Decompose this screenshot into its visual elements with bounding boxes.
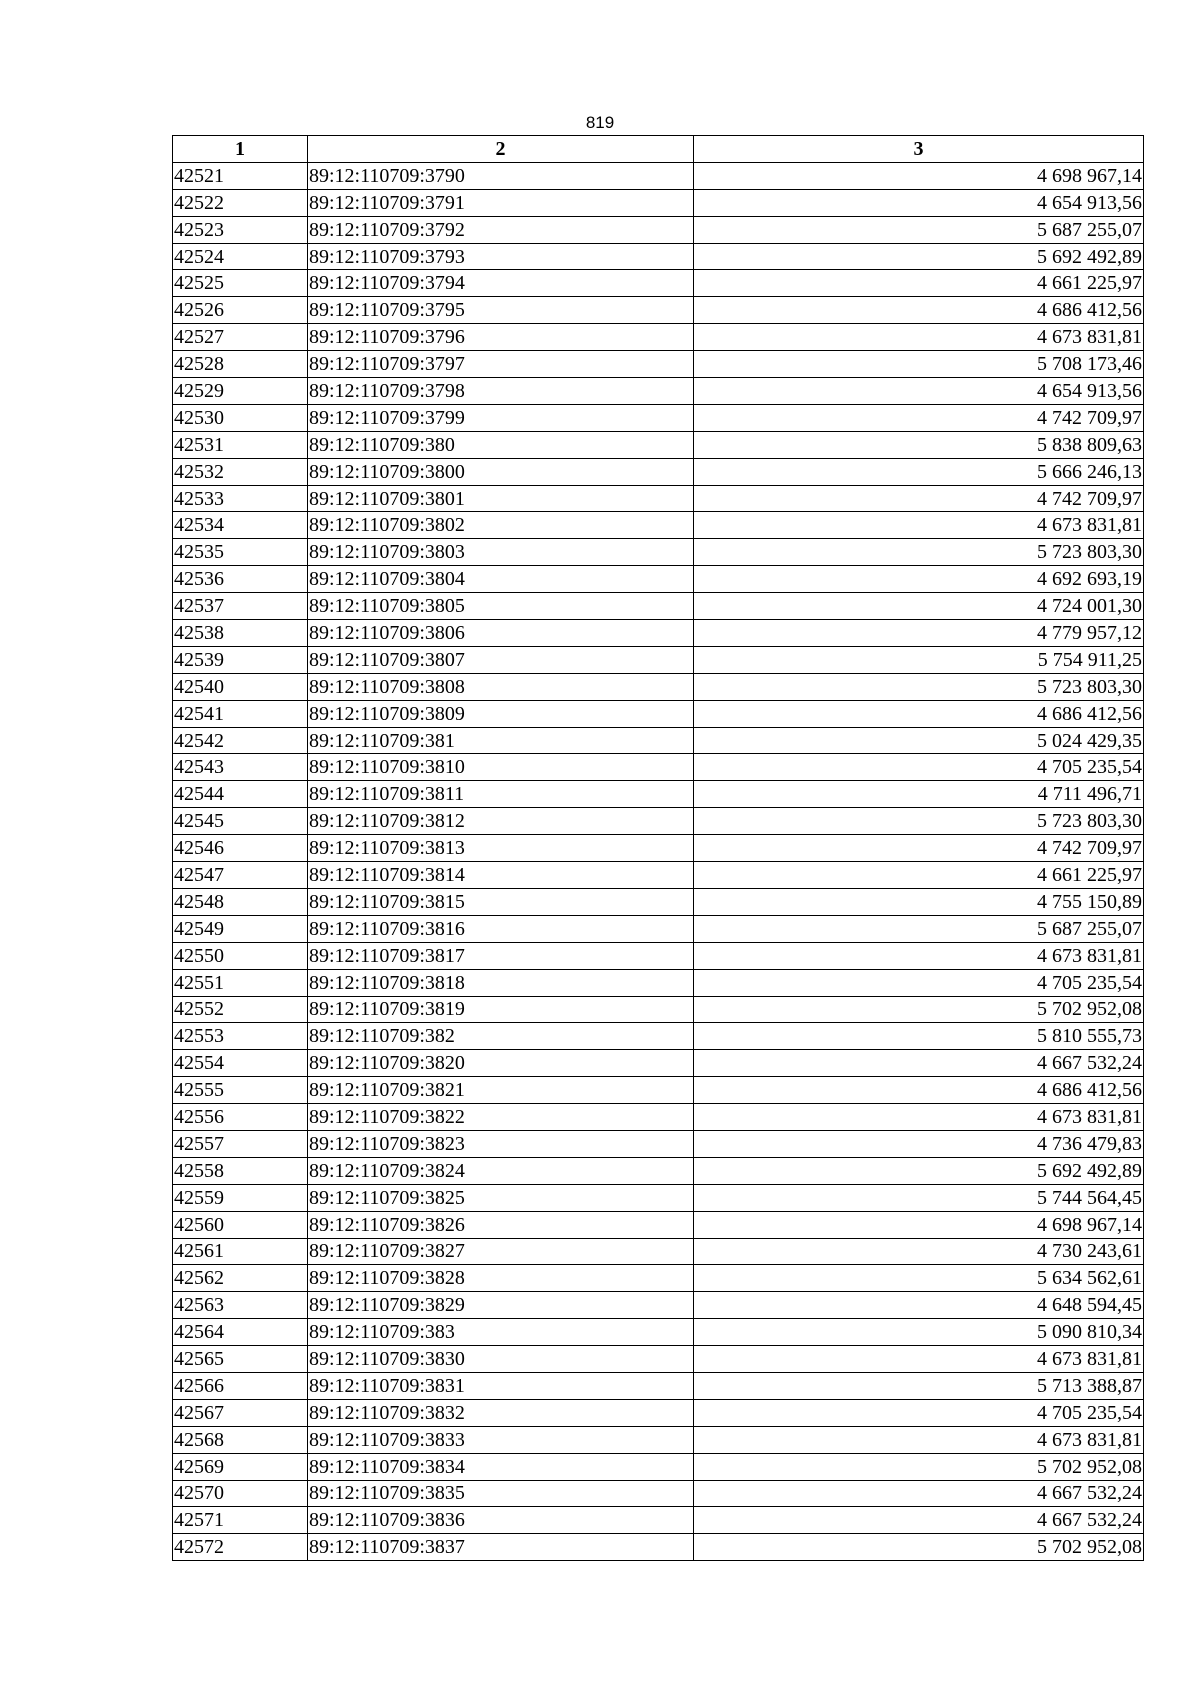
value-cell: 4 673 831,81 [694, 1346, 1144, 1373]
cadastral-number-cell: 89:12:110709:3806 [308, 620, 694, 647]
value-cell: 5 838 809,63 [694, 431, 1144, 458]
value-cell: 5 754 911,25 [694, 646, 1144, 673]
table-row [173, 162, 1144, 189]
table-row [173, 888, 1144, 915]
row-number-cell: 42523 [173, 216, 308, 243]
row-number-cell: 42522 [173, 189, 308, 216]
cadastral-number-cell: 89:12:110709:3834 [308, 1453, 694, 1480]
row-number-cell: 42543 [173, 754, 308, 781]
row-number-cell: 42545 [173, 808, 308, 835]
cadastral-number-cell: 89:12:110709:3823 [308, 1130, 694, 1157]
table-row [173, 1130, 1144, 1157]
value-cell: 4 724 001,30 [694, 593, 1144, 620]
row-number-cell: 42561 [173, 1238, 308, 1265]
row-number-cell: 42527 [173, 324, 308, 351]
cadastral-number-cell: 89:12:110709:3835 [308, 1480, 694, 1507]
row-number-cell: 42558 [173, 1157, 308, 1184]
value-cell: 4 730 243,61 [694, 1238, 1144, 1265]
table-row [173, 700, 1144, 727]
cadastral-number-cell: 89:12:110709:3805 [308, 593, 694, 620]
row-number-cell: 42559 [173, 1184, 308, 1211]
cadastral-number-cell: 89:12:110709:3792 [308, 216, 694, 243]
cadastral-number-cell: 89:12:110709:3820 [308, 1050, 694, 1077]
table-row [173, 189, 1144, 216]
row-number-cell: 42570 [173, 1480, 308, 1507]
registry-table [172, 135, 1144, 1561]
table-row [173, 539, 1144, 566]
value-cell: 5 634 562,61 [694, 1265, 1144, 1292]
row-number-cell: 42544 [173, 781, 308, 808]
value-cell: 5 723 803,30 [694, 808, 1144, 835]
cadastral-number-cell: 89:12:110709:380 [308, 431, 694, 458]
row-number-cell: 42551 [173, 969, 308, 996]
row-number-cell: 42567 [173, 1399, 308, 1426]
row-number-cell: 42541 [173, 700, 308, 727]
value-cell: 5 810 555,73 [694, 1023, 1144, 1050]
value-cell: 4 705 235,54 [694, 754, 1144, 781]
value-cell: 4 698 967,14 [694, 1211, 1144, 1238]
value-cell: 4 705 235,54 [694, 1399, 1144, 1426]
table-header-row [173, 136, 1144, 163]
value-cell: 4 661 225,97 [694, 270, 1144, 297]
table-row [173, 1399, 1144, 1426]
row-number-cell: 42557 [173, 1130, 308, 1157]
cadastral-number-cell: 89:12:110709:3808 [308, 673, 694, 700]
value-cell: 4 667 532,24 [694, 1480, 1144, 1507]
table-row [173, 216, 1144, 243]
row-number-cell: 42562 [173, 1265, 308, 1292]
table-row [173, 1023, 1144, 1050]
cadastral-number-cell: 89:12:110709:3807 [308, 646, 694, 673]
row-number-cell: 42552 [173, 996, 308, 1023]
value-cell: 5 702 952,08 [694, 1534, 1144, 1561]
value-cell: 5 723 803,30 [694, 673, 1144, 700]
table-row [173, 996, 1144, 1023]
table-row [173, 1265, 1144, 1292]
cadastral-number-cell: 89:12:110709:3813 [308, 835, 694, 862]
value-cell: 5 024 429,35 [694, 727, 1144, 754]
table-row [173, 835, 1144, 862]
value-cell: 4 648 594,45 [694, 1292, 1144, 1319]
table-row [173, 673, 1144, 700]
table-row [173, 1077, 1144, 1104]
cadastral-number-cell: 89:12:110709:3804 [308, 566, 694, 593]
cadastral-number-cell: 89:12:110709:3800 [308, 458, 694, 485]
value-cell: 4 673 831,81 [694, 942, 1144, 969]
row-number-cell: 42550 [173, 942, 308, 969]
value-cell: 5 090 810,34 [694, 1319, 1144, 1346]
value-cell: 4 661 225,97 [694, 862, 1144, 889]
cadastral-number-cell: 89:12:110709:3815 [308, 888, 694, 915]
value-cell: 4 654 913,56 [694, 189, 1144, 216]
cadastral-number-cell: 89:12:110709:3819 [308, 996, 694, 1023]
value-cell: 4 711 496,71 [694, 781, 1144, 808]
value-cell: 4 779 957,12 [694, 620, 1144, 647]
table-row [173, 1507, 1144, 1534]
row-number-cell: 42568 [173, 1426, 308, 1453]
value-cell: 4 686 412,56 [694, 297, 1144, 324]
table-row [173, 781, 1144, 808]
row-number-cell: 42547 [173, 862, 308, 889]
value-cell: 4 742 709,97 [694, 485, 1144, 512]
cadastral-number-cell: 89:12:110709:3833 [308, 1426, 694, 1453]
row-number-cell: 42571 [173, 1507, 308, 1534]
table-row [173, 754, 1144, 781]
row-number-cell: 42542 [173, 727, 308, 754]
value-cell: 4 673 831,81 [694, 324, 1144, 351]
table-row [173, 1319, 1144, 1346]
cadastral-number-cell: 89:12:110709:381 [308, 727, 694, 754]
cadastral-number-cell: 89:12:110709:3829 [308, 1292, 694, 1319]
table-row [173, 969, 1144, 996]
cadastral-number-cell: 89:12:110709:3814 [308, 862, 694, 889]
value-cell: 4 673 831,81 [694, 512, 1144, 539]
cadastral-number-cell: 89:12:110709:3828 [308, 1265, 694, 1292]
value-cell: 5 687 255,07 [694, 216, 1144, 243]
row-number-cell: 42565 [173, 1346, 308, 1373]
table-row [173, 915, 1144, 942]
row-number-cell: 42560 [173, 1211, 308, 1238]
value-cell: 4 742 709,97 [694, 404, 1144, 431]
cadastral-number-cell: 89:12:110709:382 [308, 1023, 694, 1050]
row-number-cell: 42528 [173, 351, 308, 378]
table-row [173, 1211, 1144, 1238]
cadastral-number-cell: 89:12:110709:3802 [308, 512, 694, 539]
cadastral-number-cell: 89:12:110709:3794 [308, 270, 694, 297]
row-number-cell: 42555 [173, 1077, 308, 1104]
column-header-3: 3 [694, 136, 1144, 163]
table-row [173, 431, 1144, 458]
cadastral-number-cell: 89:12:110709:3824 [308, 1157, 694, 1184]
table-row [173, 324, 1144, 351]
value-cell: 5 708 173,46 [694, 351, 1144, 378]
row-number-cell: 42546 [173, 835, 308, 862]
value-cell: 4 673 831,81 [694, 1104, 1144, 1131]
value-cell: 5 666 246,13 [694, 458, 1144, 485]
cadastral-number-cell: 89:12:110709:3797 [308, 351, 694, 378]
row-number-cell: 42532 [173, 458, 308, 485]
cadastral-number-cell: 89:12:110709:3803 [308, 539, 694, 566]
table-row [173, 646, 1144, 673]
table-row [173, 1238, 1144, 1265]
cadastral-number-cell: 89:12:110709:3822 [308, 1104, 694, 1131]
cadastral-number-cell: 89:12:110709:3818 [308, 969, 694, 996]
row-number-cell: 42537 [173, 593, 308, 620]
table-row [173, 1184, 1144, 1211]
value-cell: 5 744 564,45 [694, 1184, 1144, 1211]
cadastral-number-cell: 89:12:110709:3795 [308, 297, 694, 324]
table-row [173, 1426, 1144, 1453]
table-row [173, 404, 1144, 431]
cadastral-number-cell: 89:12:110709:3826 [308, 1211, 694, 1238]
table-row [173, 270, 1144, 297]
table-row [173, 1292, 1144, 1319]
value-cell: 4 667 532,24 [694, 1507, 1144, 1534]
row-number-cell: 42553 [173, 1023, 308, 1050]
table-row [173, 593, 1144, 620]
row-number-cell: 42539 [173, 646, 308, 673]
column-header-1: 1 [173, 136, 308, 163]
cadastral-number-cell: 89:12:110709:3831 [308, 1372, 694, 1399]
table-body [173, 162, 1144, 1560]
row-number-cell: 42521 [173, 162, 308, 189]
value-cell: 4 673 831,81 [694, 1426, 1144, 1453]
cadastral-number-cell: 89:12:110709:3830 [308, 1346, 694, 1373]
value-cell: 5 723 803,30 [694, 539, 1144, 566]
row-number-cell: 42556 [173, 1104, 308, 1131]
value-cell: 4 667 532,24 [694, 1050, 1144, 1077]
value-cell: 4 654 913,56 [694, 378, 1144, 405]
table-row [173, 485, 1144, 512]
cadastral-number-cell: 89:12:110709:3796 [308, 324, 694, 351]
column-header-2: 2 [308, 136, 694, 163]
row-number-cell: 42538 [173, 620, 308, 647]
table-row [173, 458, 1144, 485]
row-number-cell: 42572 [173, 1534, 308, 1561]
page-number: 819 [585, 113, 615, 132]
row-number-cell: 42554 [173, 1050, 308, 1077]
table-row [173, 512, 1144, 539]
value-cell: 4 692 693,19 [694, 566, 1144, 593]
row-number-cell: 42569 [173, 1453, 308, 1480]
table-row [173, 1346, 1144, 1373]
cadastral-number-cell: 89:12:110709:3836 [308, 1507, 694, 1534]
row-number-cell: 42563 [173, 1292, 308, 1319]
row-number-cell: 42548 [173, 888, 308, 915]
row-number-cell: 42525 [173, 270, 308, 297]
table-row [173, 1372, 1144, 1399]
table-row [173, 727, 1144, 754]
table-row [173, 243, 1144, 270]
cadastral-number-cell: 89:12:110709:3790 [308, 162, 694, 189]
value-cell: 4 755 150,89 [694, 888, 1144, 915]
table-row [173, 1480, 1144, 1507]
cadastral-number-cell: 89:12:110709:3798 [308, 378, 694, 405]
table-row [173, 1050, 1144, 1077]
cadastral-number-cell: 89:12:110709:3821 [308, 1077, 694, 1104]
table-row [173, 351, 1144, 378]
value-cell: 5 687 255,07 [694, 915, 1144, 942]
cadastral-number-cell: 89:12:110709:3837 [308, 1534, 694, 1561]
cadastral-number-cell: 89:12:110709:383 [308, 1319, 694, 1346]
row-number-cell: 42526 [173, 297, 308, 324]
cadastral-number-cell: 89:12:110709:3810 [308, 754, 694, 781]
cadastral-number-cell: 89:12:110709:3817 [308, 942, 694, 969]
value-cell: 4 736 479,83 [694, 1130, 1144, 1157]
value-cell: 4 686 412,56 [694, 1077, 1144, 1104]
table-row [173, 620, 1144, 647]
value-cell: 4 698 967,14 [694, 162, 1144, 189]
value-cell: 5 713 388,87 [694, 1372, 1144, 1399]
row-number-cell: 42529 [173, 378, 308, 405]
cadastral-number-cell: 89:12:110709:3801 [308, 485, 694, 512]
table-row [173, 942, 1144, 969]
row-number-cell: 42535 [173, 539, 308, 566]
row-number-cell: 42533 [173, 485, 308, 512]
row-number-cell: 42536 [173, 566, 308, 593]
value-cell: 4 686 412,56 [694, 700, 1144, 727]
row-number-cell: 42530 [173, 404, 308, 431]
cadastral-number-cell: 89:12:110709:3791 [308, 189, 694, 216]
cadastral-number-cell: 89:12:110709:3799 [308, 404, 694, 431]
row-number-cell: 42524 [173, 243, 308, 270]
table-row [173, 297, 1144, 324]
cadastral-number-cell: 89:12:110709:3827 [308, 1238, 694, 1265]
value-cell: 5 692 492,89 [694, 243, 1144, 270]
table-row [173, 378, 1144, 405]
cadastral-number-cell: 89:12:110709:3811 [308, 781, 694, 808]
table-row [173, 808, 1144, 835]
row-number-cell: 42531 [173, 431, 308, 458]
row-number-cell: 42540 [173, 673, 308, 700]
table-row [173, 1534, 1144, 1561]
table-row [173, 566, 1144, 593]
cadastral-number-cell: 89:12:110709:3816 [308, 915, 694, 942]
value-cell: 5 692 492,89 [694, 1157, 1144, 1184]
value-cell: 5 702 952,08 [694, 996, 1144, 1023]
cadastral-number-cell: 89:12:110709:3832 [308, 1399, 694, 1426]
value-cell: 5 702 952,08 [694, 1453, 1144, 1480]
cadastral-number-cell: 89:12:110709:3809 [308, 700, 694, 727]
row-number-cell: 42564 [173, 1319, 308, 1346]
value-cell: 4 742 709,97 [694, 835, 1144, 862]
table-row [173, 1157, 1144, 1184]
value-cell: 4 705 235,54 [694, 969, 1144, 996]
table-row [173, 1453, 1144, 1480]
row-number-cell: 42549 [173, 915, 308, 942]
cadastral-number-cell: 89:12:110709:3825 [308, 1184, 694, 1211]
table-row [173, 862, 1144, 889]
table-row [173, 1104, 1144, 1131]
row-number-cell: 42566 [173, 1372, 308, 1399]
row-number-cell: 42534 [173, 512, 308, 539]
cadastral-number-cell: 89:12:110709:3793 [308, 243, 694, 270]
cadastral-number-cell: 89:12:110709:3812 [308, 808, 694, 835]
